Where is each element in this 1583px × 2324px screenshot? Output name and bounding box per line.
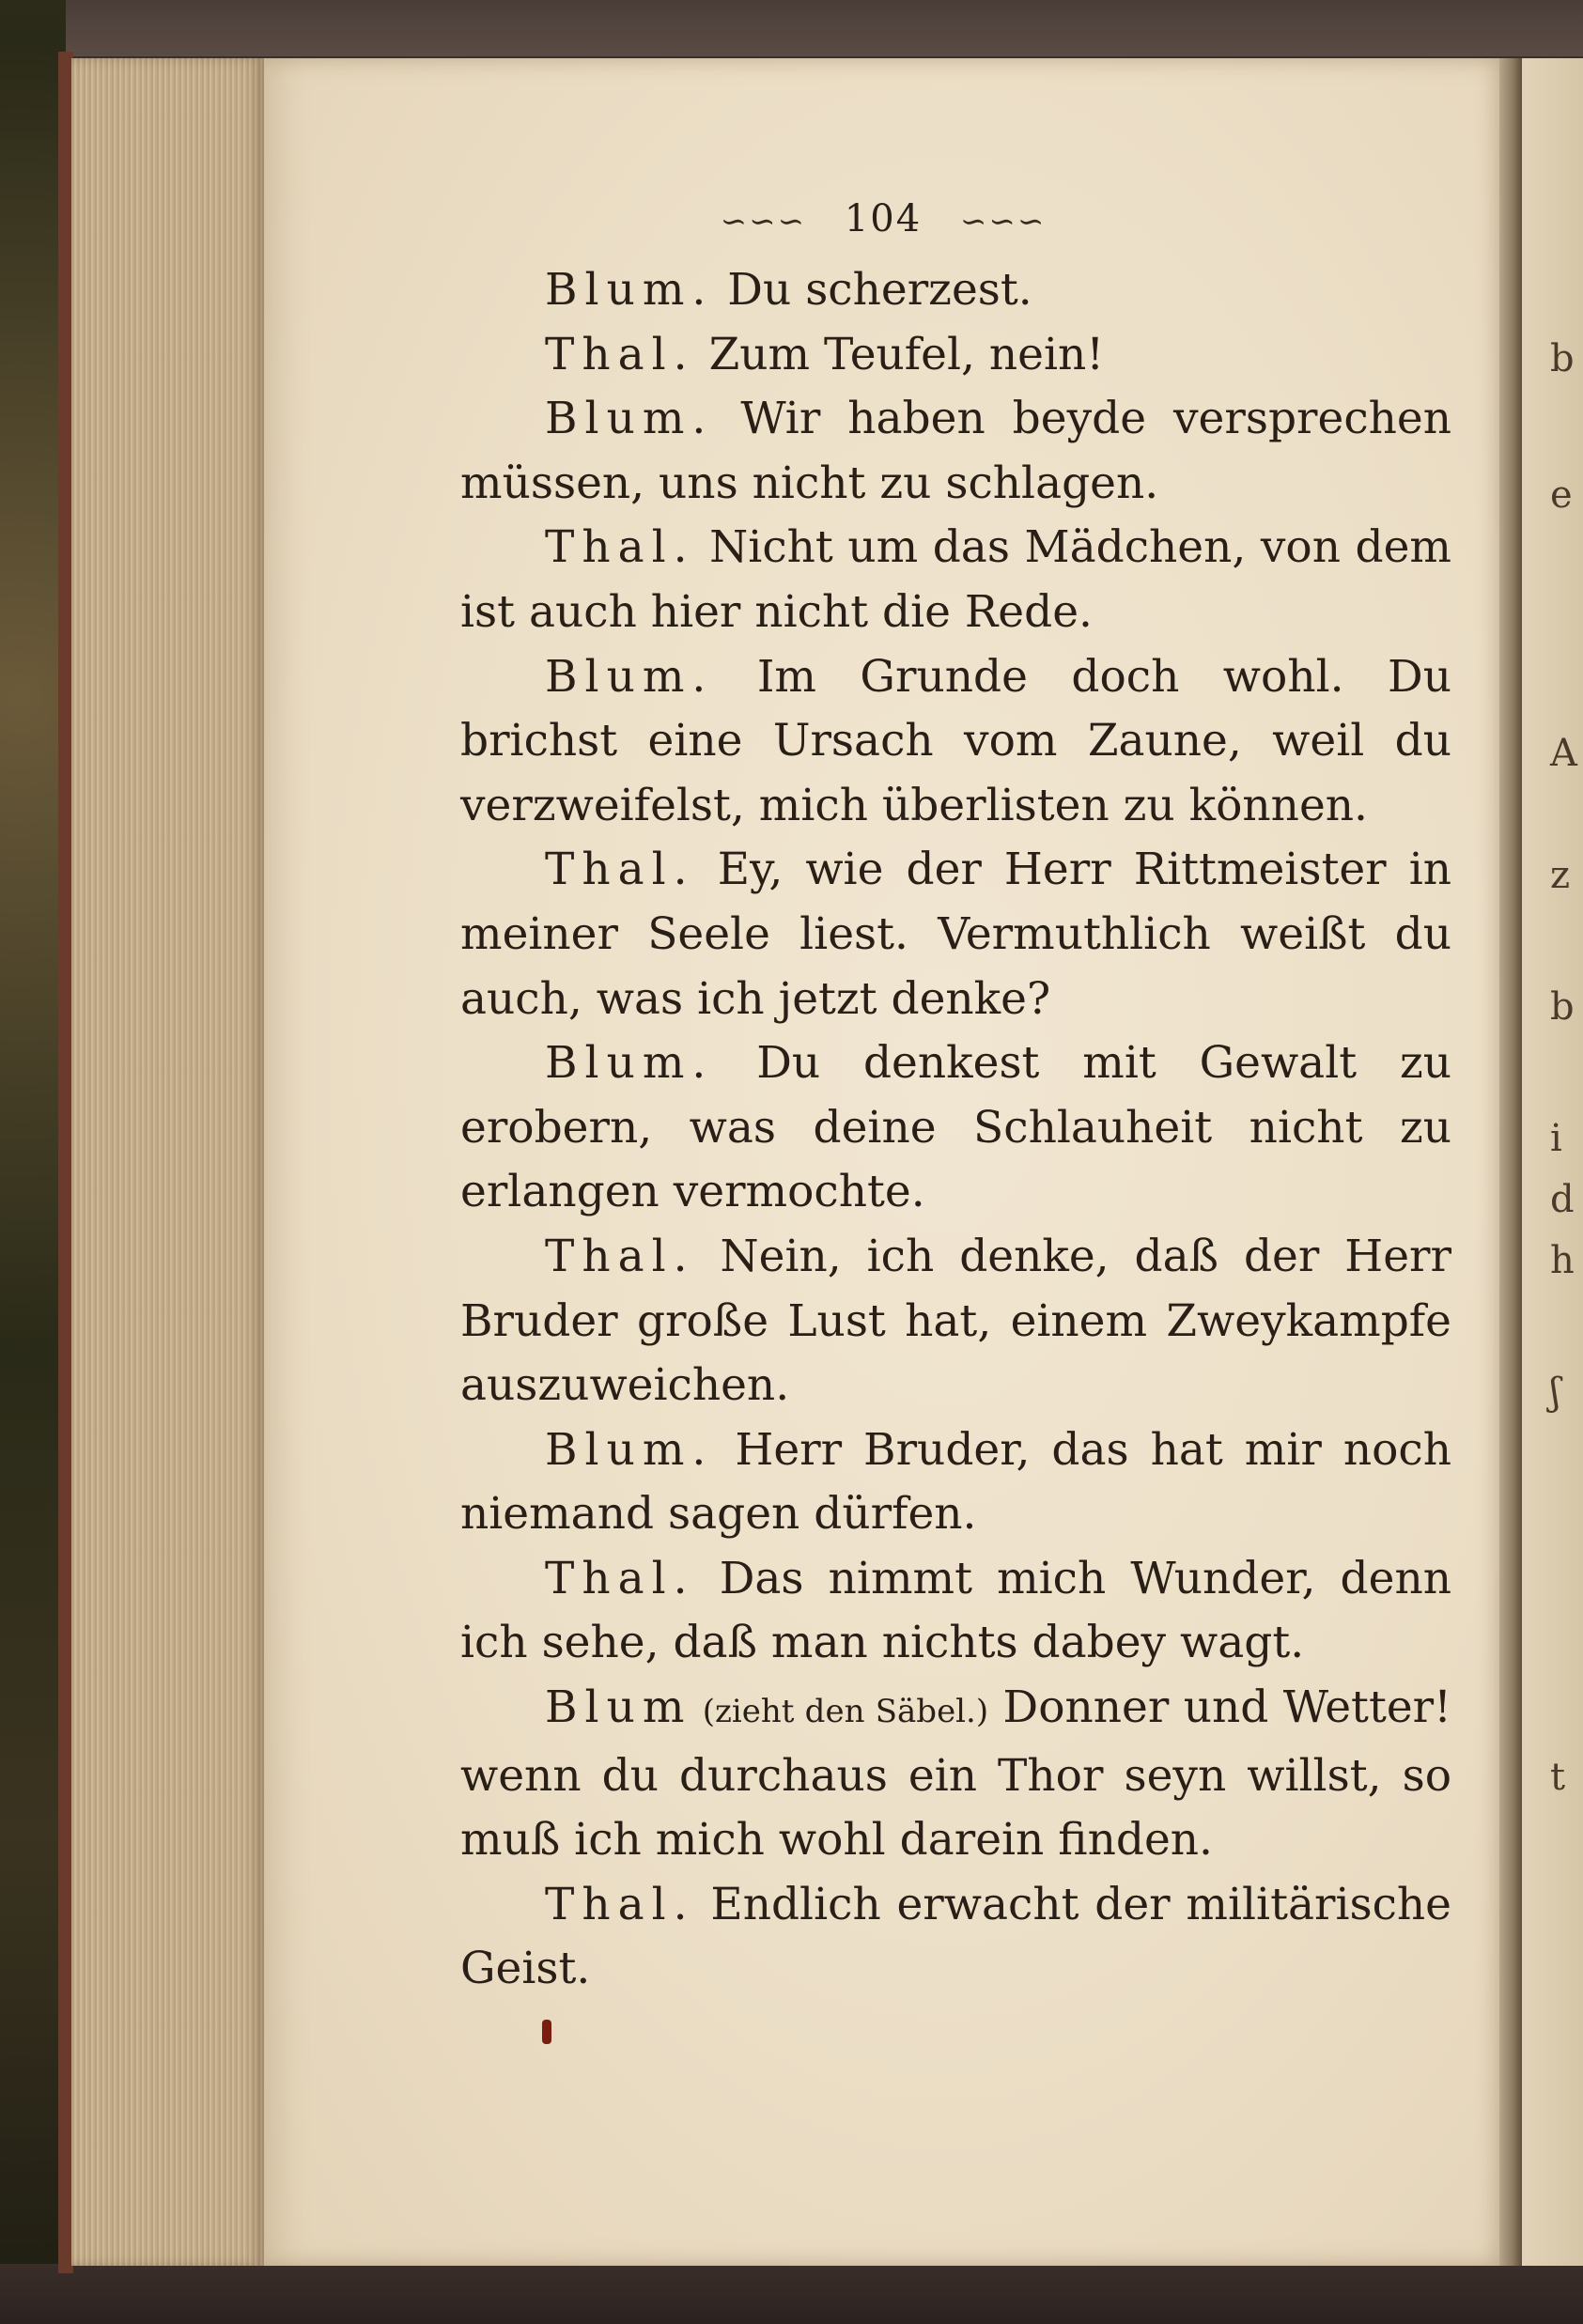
- edge-letter: e: [1550, 473, 1573, 517]
- dialogue-paragraph: [460, 323, 1451, 388]
- dialogue-line: Herr Bruder, das hat mir noch niemand sagen dürfen.: [460, 1423, 1451, 1541]
- edge-letter: i: [1550, 1117, 1562, 1160]
- speaker-name: Blum.: [545, 264, 714, 316]
- speaker-name: Thal.: [545, 1230, 695, 1282]
- edge-letter: d: [1550, 1178, 1575, 1221]
- dialogue-paragraph: [460, 838, 1451, 1031]
- speaker-name: Blum.: [545, 650, 714, 703]
- dialogue-paragraph: [460, 1547, 1451, 1676]
- speaker-name: Thal.: [545, 1552, 695, 1604]
- edge-letter: A: [1550, 732, 1577, 775]
- dialogue-line: Das nimmt mich Wunder, denn ich sehe, daß man nichts dabey wagt.: [460, 1552, 1451, 1669]
- speaker-name: Thal.: [545, 521, 695, 574]
- dialogue-paragraph: [460, 1873, 1451, 2002]
- speaker-name: Thal.: [545, 328, 695, 380]
- page-number: 104: [844, 197, 923, 240]
- dialogue-line: Ey, wie der Herr Rittmeister in meiner Seele liest. Vermuthlich weißt du auch, was ich jetzt denke?: [460, 844, 1451, 1025]
- stage-direction: (zieht den Säbel.): [691, 1693, 989, 1731]
- edge-letter: b: [1550, 337, 1575, 380]
- dialogue-line: Im Grunde doch wohl. Du brichst eine Ursach vom Zaune, weil du verzweifelst, mich überlisten zu können.: [460, 650, 1451, 831]
- book-cover-top: [0, 0, 1583, 56]
- ink-mark: [542, 2020, 551, 2044]
- speaker-name: Blum: [545, 1681, 692, 1734]
- edge-letter: t: [1550, 1756, 1566, 1799]
- ornament-left: ∽∽∽: [720, 203, 807, 240]
- dialogue-line: Nein, ich denke, daß der Herr Bruder große Lust hat, einem Zweykampfe auszuweichen.: [460, 1230, 1451, 1412]
- dialogue-paragraph: [460, 387, 1451, 516]
- dialogue-line: Nicht um das Mädchen, von dem ist auch hier nicht die Rede.: [460, 521, 1451, 638]
- dialogue-line: Du scherzest.: [713, 264, 1032, 316]
- page-block-edges: [71, 58, 264, 2266]
- dialogue-line: Zum Teufel, nein!: [694, 328, 1105, 380]
- edge-letter: h: [1550, 1239, 1575, 1282]
- book-cover-bottom: [0, 2264, 1583, 2324]
- page-header: [264, 197, 1502, 240]
- dialogue-paragraph: [460, 645, 1451, 839]
- edge-letter: z: [1550, 854, 1571, 897]
- speaker-name: Blum.: [545, 1423, 714, 1476]
- book-cover-marbled: [0, 0, 66, 2324]
- page-text: [460, 258, 1451, 2002]
- dialogue-line: Du denkest mit Gewalt zu erobern, was deine Schlauheit nicht zu erlangen vermochte.: [460, 1037, 1451, 1218]
- page-gutter: [1499, 58, 1522, 2266]
- dialogue-paragraph: [460, 516, 1451, 644]
- next-page-edge: [1522, 58, 1583, 2266]
- dialogue-line: Donner und Wetter! wenn du durchaus ein Thor seyn willst, so muß ich mich wohl darein finden.: [460, 1681, 1451, 1867]
- edge-letter: ʃ: [1550, 1371, 1560, 1414]
- dialogue-paragraph: [460, 1225, 1451, 1418]
- dialogue-paragraph: [460, 1676, 1451, 1873]
- speaker-name: Thal.: [545, 844, 695, 896]
- dialogue-paragraph: [460, 1031, 1451, 1225]
- speaker-name: Blum.: [545, 1037, 714, 1090]
- speaker-name: Blum.: [545, 393, 714, 445]
- edge-letter: b: [1550, 985, 1575, 1029]
- dialogue-paragraph: [460, 258, 1451, 323]
- ornament-right: ∽∽∽: [959, 203, 1047, 240]
- dialogue-line: Wir haben beyde versprechen müssen, uns nicht zu schlagen.: [460, 393, 1451, 509]
- speaker-name: Thal.: [545, 1878, 695, 1930]
- dialogue-line: Endlich erwacht der militärische Geist.: [460, 1878, 1451, 1995]
- dialogue-paragraph: [460, 1418, 1451, 1547]
